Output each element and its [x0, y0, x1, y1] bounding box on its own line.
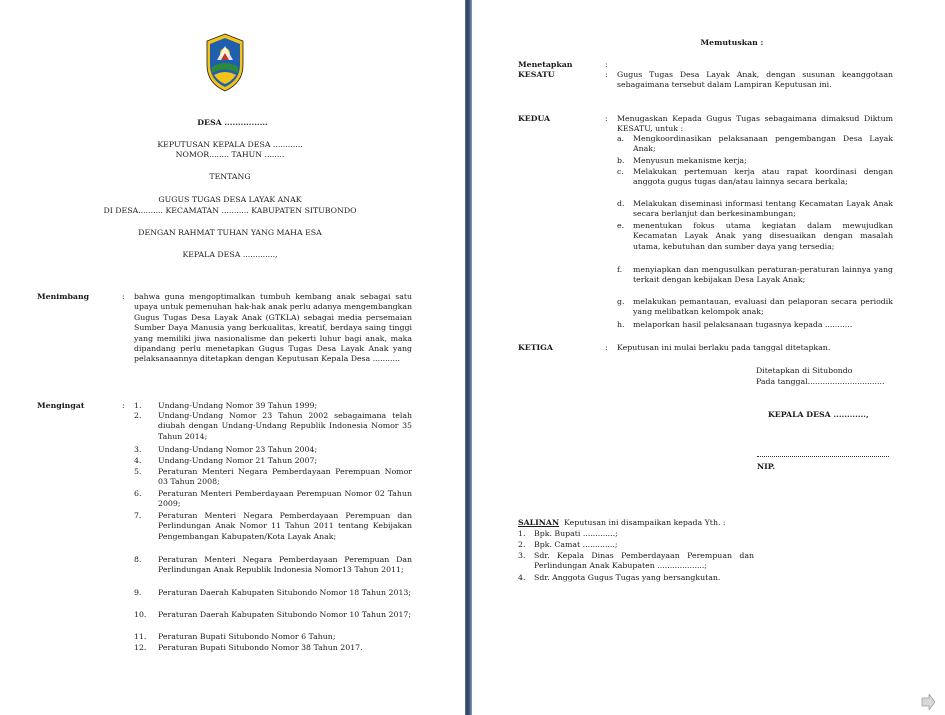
blessing-line: DENGAN RAHMAT TUHAN YANG MAHA ESA — [138, 228, 322, 237]
next-page-arrow-icon[interactable] — [921, 694, 935, 710]
mengingat-item-text: Peraturan Menteri Negara Pemberdayaan Perempuan dan Perlindungan Anak Nomor 11 Tahun 2011 tentang Kebijakan Pengembangan Kabupaten/Kota Layak Anak; — [158, 511, 412, 541]
mengingat-item-number: 12. — [134, 643, 147, 652]
task-letter: h. — [617, 320, 625, 329]
task-letter: c. — [617, 167, 624, 176]
tentang-heading: TENTANG — [209, 172, 251, 181]
memutuskan-heading: Memutuskan : — [700, 38, 764, 47]
recipient-text: Bpk. Camat .............; — [534, 540, 618, 549]
recipient-number: 3. — [518, 551, 526, 560]
mengingat-item-number: 9. — [134, 588, 142, 597]
signature-line — [757, 456, 889, 457]
task-text: menyiapkan dan mengusulkan peraturan-peraturan lainnya yang terkait dengan kebijakan Desa Layak Anak; — [633, 265, 893, 285]
ditetapkan-date: Pada tanggal............................... — [756, 377, 885, 386]
mengingat-item-number: 4. — [134, 456, 142, 465]
mengingat-item-number: 6. — [134, 489, 142, 498]
menetapkan-label: Menetapkan — [518, 60, 573, 69]
task-text: melakukan pemantauan, evaluasi dan pelaporan secara periodik yang melibatkan kelompok anak; — [633, 297, 893, 317]
decree-title-line1: GUGUS TUGAS DESA LAYAK ANAK — [158, 195, 302, 204]
page-divider — [465, 0, 472, 715]
village-heading: DESA ................ — [197, 118, 268, 127]
regency-emblem-icon — [205, 33, 245, 93]
decree-number: NOMOR........ TAHUN ........ — [175, 150, 285, 159]
ketiga-text: Keputusan ini mulai berlaku pada tanggal ditetapkan. — [617, 343, 831, 352]
mengingat-item-text: Undang-Undang Nomor 23 Tahun 2004; — [158, 445, 318, 454]
kedua-label: KEDUA — [518, 114, 551, 123]
mengingat-item-number: 8. — [134, 555, 142, 564]
ketiga-colon: : — [605, 343, 608, 352]
mengingat-item-number: 2. — [134, 411, 142, 420]
kedua-colon: : — [605, 114, 608, 123]
task-text: Menyusun mekanisme kerja; — [633, 156, 747, 165]
task-letter: d. — [617, 199, 625, 208]
salinan-text: Keputusan ini disampaikan kepada Yth. : — [564, 518, 726, 527]
task-letter: a. — [617, 134, 625, 143]
menimbang-label: Menimbang — [37, 292, 90, 301]
mengingat-item-number: 7. — [134, 511, 142, 520]
task-text: Mengkoordinasikan pelaksanaan pengembangan Desa Layak Anak; — [633, 134, 893, 154]
mengingat-item-text: Undang-Undang Nomor 23 Tahun 2002 sebagaimana telah diubah dengan Undang-Undang Republik Indonesia Nomor 35 Tahun 2014; — [158, 411, 412, 441]
mengingat-item-text: Peraturan Menteri Negara Pemberdayaan Perempuan Dan Perlindungan Anak Republik Indonesia Nomor13 Tahun 2011; — [158, 555, 412, 575]
mengingat-item-number: 10. — [134, 610, 147, 619]
task-letter: f. — [617, 265, 623, 274]
menimbang-text: bahwa guna mengoptimalkan tumbuh kembang anak sebagai satu upaya untuk pemenuhan hak-hak anak perlu adanya mengembangkan Gugus Tugas Desa Layak Anak (GTKLA) sebagai media persemaian Sumber Daya Manusia yang berkualitas, kreatif, berdaya saing tinggi yang memiliki jiwa nasionalisme dan pekerti luhur bagi anak, maka dipandang perlu menetapkan Gugus Tugas Desa Layak Anak yang pelaksanaannya ditetapkan dengan Keputusan Kepala Desa ........... — [134, 292, 412, 364]
recipient-text: Sdr. Kepala Dinas Pemberdayaan Perempuan dan Perlindungan Anak Kabupaten ...................; — [534, 551, 754, 571]
recipient-number: 2. — [518, 540, 526, 549]
task-letter: e. — [617, 221, 625, 230]
left-document-page — [0, 0, 465, 715]
village-head-title: KEPALA DESA ............., — [182, 250, 278, 259]
mengingat-item-number: 5. — [134, 467, 142, 476]
mengingat-item-number: 11. — [134, 632, 147, 641]
mengingat-item-text: Peraturan Daerah Kabupaten Situbondo Nomor 10 Tahun 2017; — [158, 610, 412, 619]
task-letter: b. — [617, 156, 625, 165]
mengingat-label: Mengingat — [37, 401, 85, 410]
salinan-label: SALINAN — [518, 518, 560, 527]
nip-label: NIP. — [757, 462, 776, 471]
kesatu-text: Gugus Tugas Desa Layak Anak, dengan susunan keanggotaan sebagaimana tersebut dalam Lampiran Keputusan ini. — [617, 70, 893, 90]
task-text: Melakukan pertemuan kerja atau rapat koordinasi dengan anggota gugus tugas dan/atau lainnya secara berkala; — [633, 167, 893, 187]
mengingat-item-text: Peraturan Menteri Negara Pemberdayaan Perempuan Nomor 03 Tahun 2008; — [158, 467, 412, 487]
recipient-number: 1. — [518, 529, 526, 538]
menetapkan-colon: : — [605, 60, 608, 69]
mengingat-colon: : — [122, 401, 125, 410]
signatory-title: KEPALA DESA ............, — [768, 410, 869, 419]
mengingat-item-number: 1. — [134, 401, 142, 410]
task-text: menentukan fokus utama kegiatan dalam mewujudkan Kecamatan Layak Anak yang disesuaikan dengan masalah utama, kebutuhan dan sumber daya yang tersedia; — [633, 221, 893, 251]
mengingat-item-text: Peraturan Bupati Situbondo Nomor 6 Tahun; — [158, 632, 336, 641]
decree-heading: KEPUTUSAN KEPALA DESA ............ — [157, 140, 303, 149]
task-text: Melakukan diseminasi informasi tentang Kecamatan Layak Anak secara berlanjut dan berkesinambungan; — [633, 199, 893, 219]
kesatu-label: KESATU — [518, 70, 555, 79]
mengingat-item-text: Undang-Undang Nomor 21 Tahun 2007; — [158, 456, 318, 465]
ditetapkan-place: Ditetapkan di Situbondo — [756, 366, 853, 375]
task-text: melaporkan hasil pelaksanaan tugasnya kepada ........... — [633, 320, 853, 329]
right-document-page — [472, 0, 945, 715]
mengingat-item-text: Peraturan Daerah Kabupaten Situbondo Nomor 18 Tahun 2013; — [158, 588, 412, 597]
kesatu-colon: : — [605, 70, 608, 79]
decree-title-line2: DI DESA.......... KECAMATAN ........... KABUPATEN SITUBONDO — [103, 206, 357, 215]
menimbang-colon: : — [122, 292, 125, 301]
task-letter: g. — [617, 297, 625, 306]
ketiga-label: KETIGA — [518, 343, 553, 352]
recipient-text: Sdr. Anggota Gugus Tugas yang bersangkutan. — [534, 573, 721, 582]
kedua-intro: Menugaskan Kepada Gugus Tugas sebagaimana dimaksud Diktum KESATU, untuk : — [617, 114, 893, 134]
recipient-text: Bpk. Bupati .............; — [534, 529, 618, 538]
mengingat-item-number: 3. — [134, 445, 142, 454]
mengingat-item-text: Peraturan Bupati Situbondo Nomor 38 Tahun 2017. — [158, 643, 363, 652]
recipient-number: 4. — [518, 573, 526, 582]
mengingat-item-text: Undang-Undang Nomor 39 Tahun 1999; — [158, 401, 318, 410]
mengingat-item-text: Peraturan Menteri Pemberdayaan Perempuan Nomor 02 Tahun 2009; — [158, 489, 412, 509]
